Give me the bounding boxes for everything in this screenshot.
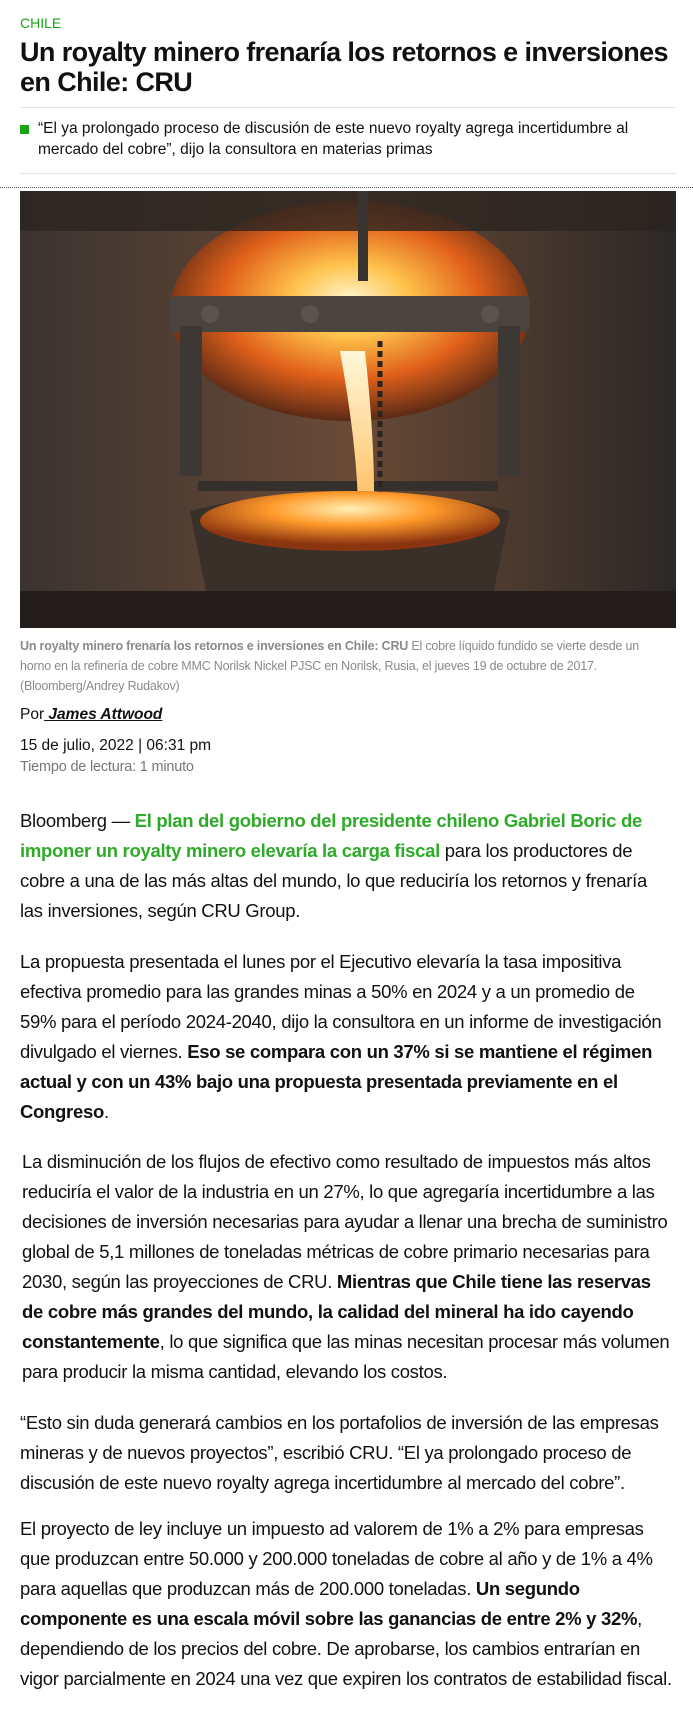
author-link[interactable]: James Attwood [44,706,163,723]
reading-time: Tiempo de lectura: 1 minuto [20,759,194,775]
divider [20,107,676,108]
paragraph-end: . [103,1101,109,1122]
paragraph-end: , dependiendo de los precios del cobre. De aprobarse, los cambios entrarían en vigor parcialmente en 2024 una vez que expiren los contratos de estabilidad fiscal. [20,1608,672,1689]
byline [20,706,162,724]
bold-text: Eso se compara con un 37% si se mantiene el régimen actual y con un 43% bajo una propuesta presentada previamente en el Congreso [20,1041,653,1122]
publish-date: 15 de julio, 2022 | 06:31 pm [20,737,212,754]
paragraph-text: La disminución de los flujos de efectivo como resultado de impuestos más altos reduciría el valor de la industria en un 27%, lo que agregaría incertidumbre a las decisiones de inversión necesarias para ayudar a llenar una brecha de suministro global de 5,1 millones de toneladas métricas de cobre primario necesarias para 2030, según las proyecciones de CRU. [22,1151,668,1292]
caption-title: Un royalty minero frenaría los retornos e inversiones en Chile: CRU [20,639,409,653]
bold-text: Mientras que Chile tiene las reservas de cobre más grandes del mundo, la calidad del mineral ha ido cayendo constantemente [22,1271,651,1352]
summary-bullet [20,118,676,160]
molten-copper-image [20,191,676,628]
paragraph-5 [20,1514,674,1694]
dateline-source: Bloomberg — [20,810,135,831]
bullet-square-icon [20,125,29,134]
paragraph-text: La propuesta presentada el lunes por el Ejecutivo elevaría la tasa impositiva efectiva promedio para las grandes minas a 50% en 2024 y a un promedio de 59% para el período 2024-2040, dijo la consultora en un informe de investigación divulgado el viernes. [20,951,662,1062]
paragraph-1 [20,806,674,926]
article-photo[interactable] [20,191,676,628]
highlight-text: El plan del gobierno del presidente chileno Gabriel Boric de imponer un royalty minero elevaría la carga fiscal [20,810,642,861]
article-headline: Un royalty minero frenaría los retornos e inversiones en Chile: CRU [20,37,668,97]
divider [20,173,676,174]
paragraph-2 [20,947,674,1127]
caption-text: El cobre líquido fundido se vierte desde un horno en la refinería de cobre MMC Norilsk Nickel PJSC en Norilsk, Rusia, el jueves 19 de octubre de 2017. (Bloomberg/Andrey Rudakov) [20,639,640,693]
bold-text: Un segundo componente es una escala móvil sobre las ganancias de entre 2% y 32% [20,1578,638,1629]
paragraph-4 [20,1408,674,1498]
summary-text: “El ya prolongado proceso de discusión de este nuevo royalty agrega incertidumbre al mercado del cobre”, dijo la consultora en materias primas [38,120,629,158]
paragraph-text: El proyecto de ley incluye un impuesto ad valorem de 1% a 2% para empresas que produzcan entre 50.000 y 200.000 toneladas de cobre al año y de 1% a 4% para aquellas que produzcan más de 200.000 toneladas. [20,1518,653,1599]
byline-prefix: Por [20,706,45,723]
section-kicker[interactable]: CHILE [20,15,62,31]
paragraph-text: “Esto sin duda generará cambios en los portafolios de inversión de las empresas mineras y de nuevos proyectos”, escribió CRU. “El ya prolongado proceso de discusión de este nuevo royalty agrega incertidumbre al mercado del cobre”. [20,1412,659,1493]
photo-caption [20,636,670,696]
dotted-divider [0,187,693,188]
paragraph-end: , lo que significa que las minas necesitan procesar más volumen para producir la misma cantidad, elevando los costos. [22,1331,670,1382]
paragraph-text: para los productores de cobre a una de las más altas del mundo, lo que reduciría los retornos y frenaría las inversiones, según CRU Group. [20,840,647,921]
paragraph-3 [22,1147,676,1387]
